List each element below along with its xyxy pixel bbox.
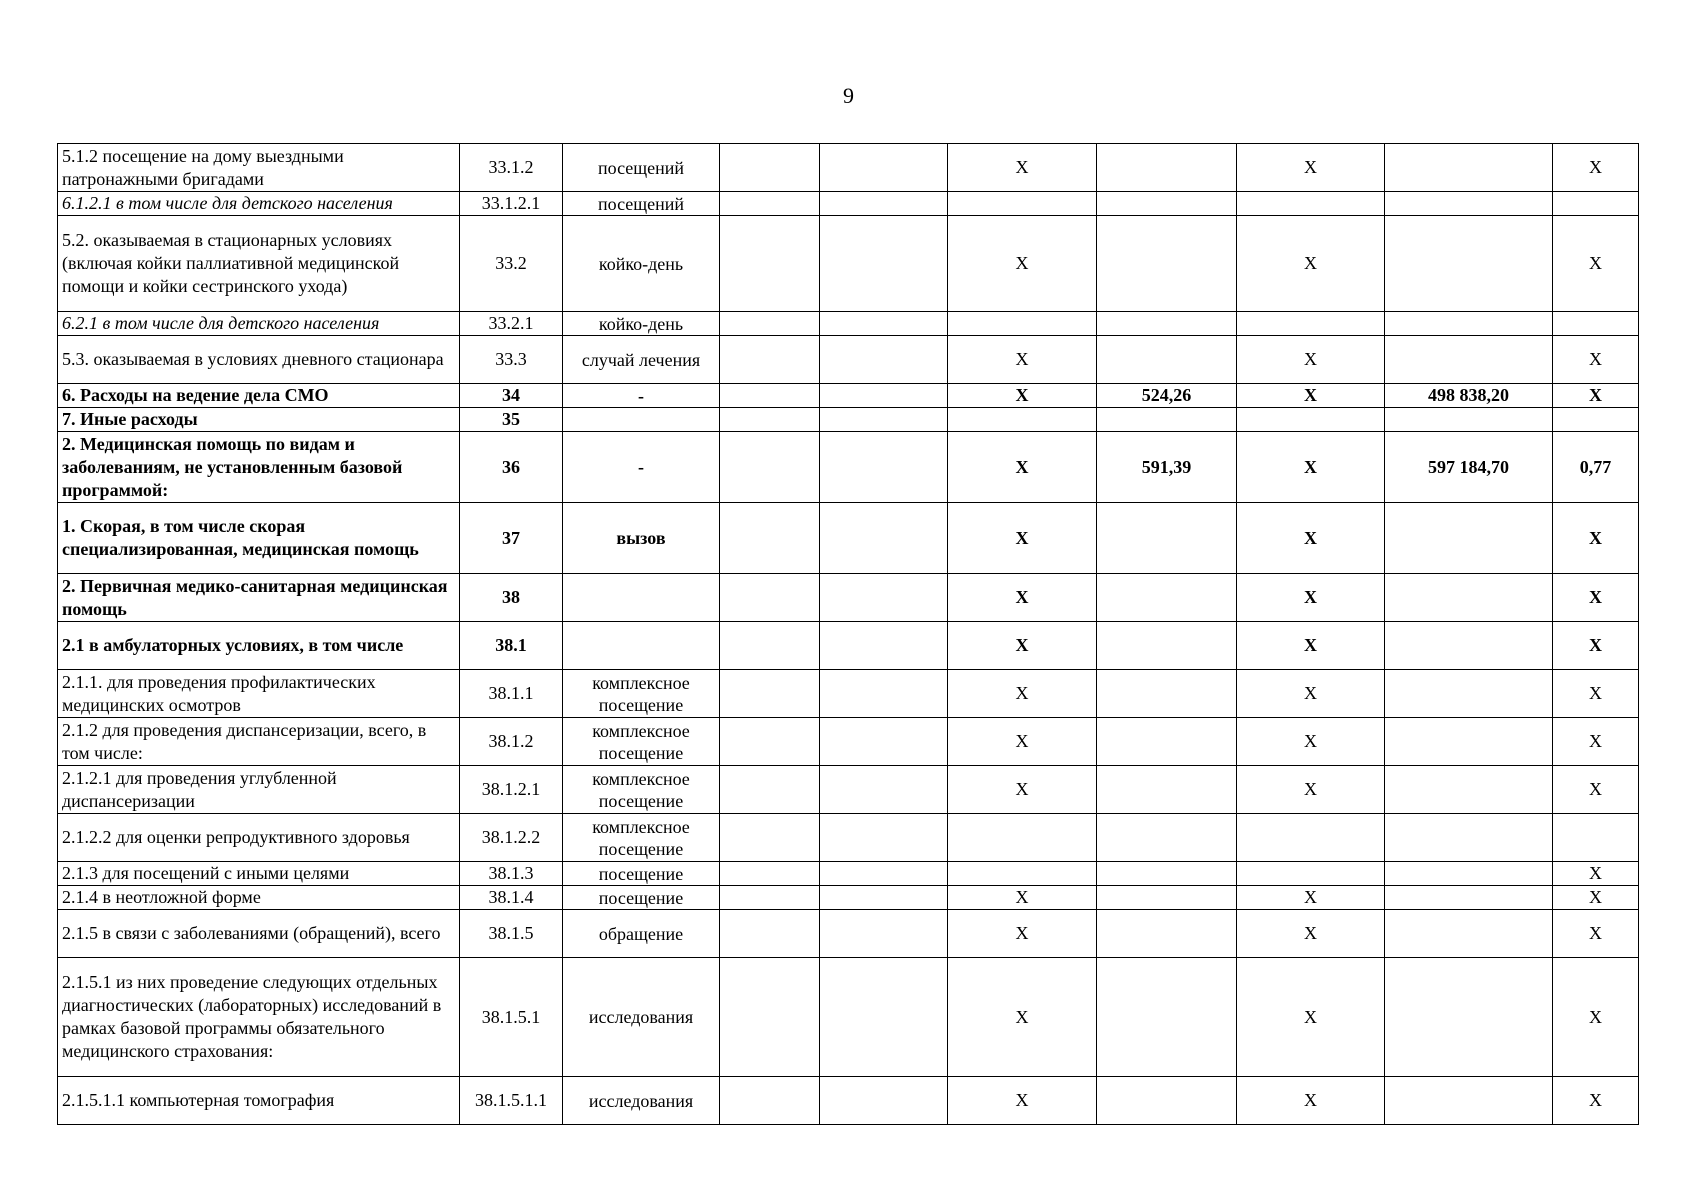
table-row: [58, 1077, 1639, 1125]
col-4: [720, 336, 820, 384]
row-label: 6. Расходы на ведение дела СМО: [58, 384, 460, 408]
col-4: [720, 814, 820, 862]
row-label: 6.1.2.1 в том числе для детского населения: [58, 192, 460, 216]
col-7: [1097, 814, 1237, 862]
table-row: [58, 574, 1639, 622]
col-10: [1553, 192, 1639, 216]
col-7: [1097, 503, 1237, 574]
col-4: [720, 622, 820, 670]
row-unit: [563, 574, 720, 622]
col-8: X: [1237, 144, 1385, 192]
col-9: [1385, 144, 1553, 192]
col-5: [820, 814, 948, 862]
financial-table: [57, 143, 1639, 1125]
col-7: 591,39: [1097, 432, 1237, 503]
table-row: [58, 408, 1639, 432]
col-6: [948, 814, 1097, 862]
col-4: [720, 503, 820, 574]
col-8: X: [1237, 503, 1385, 574]
row-code: 36: [460, 432, 563, 503]
col-5: [820, 910, 948, 958]
row-code: 38: [460, 574, 563, 622]
col-5: [820, 384, 948, 408]
col-10: X: [1553, 910, 1639, 958]
col-4: [720, 408, 820, 432]
col-7: [1097, 766, 1237, 814]
col-10: [1553, 408, 1639, 432]
col-7: [1097, 144, 1237, 192]
col-9: [1385, 766, 1553, 814]
row-code: 33.1.2.1: [460, 192, 563, 216]
col-8: X: [1237, 384, 1385, 408]
row-label: 2.1.5.1 из них проведение следующих отдельных диагностических (лабораторных) исследований в рамках базовой программы обязательного медицинского страхования:: [58, 958, 460, 1077]
col-7: 524,26: [1097, 384, 1237, 408]
col-10: X: [1553, 336, 1639, 384]
col-10: X: [1553, 862, 1639, 886]
col-6: X: [948, 1077, 1097, 1125]
col-7: [1097, 574, 1237, 622]
row-label: 2.1.5 в связи с заболеваниями (обращений), всего: [58, 910, 460, 958]
row-code: 35: [460, 408, 563, 432]
col-8: [1237, 408, 1385, 432]
row-unit: посещений: [563, 144, 720, 192]
row-code: 38.1.2.2: [460, 814, 563, 862]
col-10: X: [1553, 766, 1639, 814]
col-5: [820, 312, 948, 336]
col-10: X: [1553, 216, 1639, 312]
col-10: 0,77: [1553, 432, 1639, 503]
col-6: [948, 408, 1097, 432]
col-5: [820, 766, 948, 814]
col-4: [720, 192, 820, 216]
row-label: 2.1.2.2 для оценки репродуктивного здоровья: [58, 814, 460, 862]
col-10: [1553, 312, 1639, 336]
col-9: [1385, 622, 1553, 670]
table-row: [58, 814, 1639, 862]
row-unit: исследования: [563, 1077, 720, 1125]
page-number: 9: [843, 83, 854, 108]
col-5: [820, 670, 948, 718]
col-4: [720, 574, 820, 622]
col-9: [1385, 336, 1553, 384]
table-row: [58, 312, 1639, 336]
col-7: [1097, 336, 1237, 384]
col-8: X: [1237, 910, 1385, 958]
col-5: [820, 1077, 948, 1125]
row-unit: [563, 408, 720, 432]
col-7: [1097, 862, 1237, 886]
row-code: 38.1.1: [460, 670, 563, 718]
col-10: X: [1553, 503, 1639, 574]
col-9: [1385, 503, 1553, 574]
row-label: 5.2. оказываемая в стационарных условиях (включая койки паллиативной медицинской помощи и койки сестринского ухода): [58, 216, 460, 312]
col-10: X: [1553, 622, 1639, 670]
col-8: X: [1237, 958, 1385, 1077]
row-label: 2. Медицинская помощь по видам и заболеваниям, не установленным базовой программой:: [58, 432, 460, 503]
col-4: [720, 1077, 820, 1125]
col-7: [1097, 1077, 1237, 1125]
col-10: X: [1553, 144, 1639, 192]
row-code: 38.1.5.1: [460, 958, 563, 1077]
row-unit: комплексное посещение: [563, 766, 720, 814]
col-6: X: [948, 144, 1097, 192]
row-code: 33.1.2: [460, 144, 563, 192]
col-6: [948, 312, 1097, 336]
col-9: [1385, 192, 1553, 216]
table-row: [58, 216, 1639, 312]
row-unit: -: [563, 432, 720, 503]
table-row: [58, 503, 1639, 574]
col-10: X: [1553, 1077, 1639, 1125]
col-6: [948, 862, 1097, 886]
col-6: X: [948, 384, 1097, 408]
table-row: [58, 336, 1639, 384]
col-9: [1385, 958, 1553, 1077]
col-8: X: [1237, 622, 1385, 670]
row-code: 38.1.2: [460, 718, 563, 766]
col-4: [720, 862, 820, 886]
col-5: [820, 432, 948, 503]
table-row: [58, 910, 1639, 958]
col-4: [720, 670, 820, 718]
row-unit: комплексное посещение: [563, 814, 720, 862]
col-8: [1237, 192, 1385, 216]
row-label: 2.1.2 для проведения диспансеризации, всего, в том числе:: [58, 718, 460, 766]
col-9: [1385, 574, 1553, 622]
col-10: X: [1553, 886, 1639, 910]
col-6: X: [948, 336, 1097, 384]
row-unit: койко-день: [563, 312, 720, 336]
col-5: [820, 408, 948, 432]
col-9: [1385, 814, 1553, 862]
col-9: [1385, 670, 1553, 718]
col-4: [720, 766, 820, 814]
row-label: 7. Иные расходы: [58, 408, 460, 432]
col-7: [1097, 312, 1237, 336]
col-10: X: [1553, 958, 1639, 1077]
row-label: 2.1.1. для проведения профилактических медицинских осмотров: [58, 670, 460, 718]
col-8: X: [1237, 1077, 1385, 1125]
col-5: [820, 886, 948, 910]
row-code: 38.1.3: [460, 862, 563, 886]
col-5: [820, 862, 948, 886]
col-4: [720, 432, 820, 503]
row-label: 6.2.1 в том числе для детского населения: [58, 312, 460, 336]
row-label: 2.1 в амбулаторных условиях, в том числе: [58, 622, 460, 670]
table-row: [58, 432, 1639, 503]
col-9: 498 838,20: [1385, 384, 1553, 408]
col-8: X: [1237, 574, 1385, 622]
row-label: 2. Первичная медико-санитарная медицинская помощь: [58, 574, 460, 622]
table-row: [58, 144, 1639, 192]
col-4: [720, 144, 820, 192]
col-8: X: [1237, 432, 1385, 503]
col-6: X: [948, 622, 1097, 670]
col-7: [1097, 958, 1237, 1077]
col-6: X: [948, 216, 1097, 312]
col-9: [1385, 312, 1553, 336]
col-8: X: [1237, 718, 1385, 766]
col-6: [948, 192, 1097, 216]
col-10: X: [1553, 718, 1639, 766]
table-row: [58, 622, 1639, 670]
col-7: [1097, 718, 1237, 766]
col-5: [820, 958, 948, 1077]
col-7: [1097, 622, 1237, 670]
row-label: 1. Скорая, в том числе скорая специализированная, медицинская помощь: [58, 503, 460, 574]
row-label: 2.1.5.1.1 компьютерная томография: [58, 1077, 460, 1125]
row-code: 38.1: [460, 622, 563, 670]
col-4: [720, 910, 820, 958]
col-9: [1385, 216, 1553, 312]
col-6: X: [948, 670, 1097, 718]
row-unit: посещений: [563, 192, 720, 216]
col-10: X: [1553, 574, 1639, 622]
row-unit: комплексное посещение: [563, 670, 720, 718]
table-row: [58, 766, 1639, 814]
col-8: X: [1237, 886, 1385, 910]
table-row: [58, 192, 1639, 216]
col-4: [720, 718, 820, 766]
col-4: [720, 312, 820, 336]
table-row: [58, 384, 1639, 408]
col-5: [820, 574, 948, 622]
col-9: [1385, 910, 1553, 958]
col-8: [1237, 862, 1385, 886]
table-row: [58, 670, 1639, 718]
col-10: [1553, 814, 1639, 862]
col-7: [1097, 910, 1237, 958]
col-8: X: [1237, 216, 1385, 312]
col-9: 597 184,70: [1385, 432, 1553, 503]
table-row: [58, 958, 1639, 1077]
col-9: [1385, 886, 1553, 910]
row-unit: исследования: [563, 958, 720, 1077]
row-code: 38.1.5: [460, 910, 563, 958]
col-8: X: [1237, 670, 1385, 718]
col-10: X: [1553, 384, 1639, 408]
table-row: [58, 862, 1639, 886]
col-8: [1237, 312, 1385, 336]
col-5: [820, 622, 948, 670]
row-code: 33.2: [460, 216, 563, 312]
col-8: X: [1237, 336, 1385, 384]
col-7: [1097, 886, 1237, 910]
col-6: X: [948, 766, 1097, 814]
row-label: 2.1.3 для посещений с иными целями: [58, 862, 460, 886]
col-4: [720, 886, 820, 910]
col-8: [1237, 814, 1385, 862]
col-5: [820, 192, 948, 216]
row-code: 33.2.1: [460, 312, 563, 336]
row-unit: посещение: [563, 862, 720, 886]
row-unit: посещение: [563, 886, 720, 910]
row-label: 2.1.4 в неотложной форме: [58, 886, 460, 910]
col-6: X: [948, 910, 1097, 958]
row-unit: комплексное посещение: [563, 718, 720, 766]
row-code: 33.3: [460, 336, 563, 384]
row-label: 5.1.2 посещение на дому выездными патронажными бригадами: [58, 144, 460, 192]
row-unit: обращение: [563, 910, 720, 958]
col-5: [820, 216, 948, 312]
col-6: X: [948, 718, 1097, 766]
col-6: X: [948, 574, 1097, 622]
row-code: 38.1.4: [460, 886, 563, 910]
col-9: [1385, 718, 1553, 766]
table-row: [58, 886, 1639, 910]
col-7: [1097, 670, 1237, 718]
row-unit: случай лечения: [563, 336, 720, 384]
col-5: [820, 336, 948, 384]
col-4: [720, 216, 820, 312]
col-10: X: [1553, 670, 1639, 718]
col-5: [820, 718, 948, 766]
row-unit: койко-день: [563, 216, 720, 312]
row-label: 5.3. оказываемая в условиях дневного стационара: [58, 336, 460, 384]
col-8: X: [1237, 766, 1385, 814]
col-4: [720, 958, 820, 1077]
col-6: X: [948, 432, 1097, 503]
col-5: [820, 144, 948, 192]
table-row: [58, 718, 1639, 766]
col-6: X: [948, 886, 1097, 910]
col-4: [720, 384, 820, 408]
row-unit: [563, 622, 720, 670]
col-6: X: [948, 503, 1097, 574]
col-6: X: [948, 958, 1097, 1077]
row-code: 38.1.5.1.1: [460, 1077, 563, 1125]
col-9: [1385, 862, 1553, 886]
row-unit: вызов: [563, 503, 720, 574]
row-label: 2.1.2.1 для проведения углубленной диспансеризации: [58, 766, 460, 814]
row-code: 37: [460, 503, 563, 574]
col-9: [1385, 408, 1553, 432]
col-7: [1097, 408, 1237, 432]
col-5: [820, 503, 948, 574]
col-7: [1097, 192, 1237, 216]
row-unit: -: [563, 384, 720, 408]
row-code: 34: [460, 384, 563, 408]
row-code: 38.1.2.1: [460, 766, 563, 814]
col-7: [1097, 216, 1237, 312]
col-9: [1385, 1077, 1553, 1125]
